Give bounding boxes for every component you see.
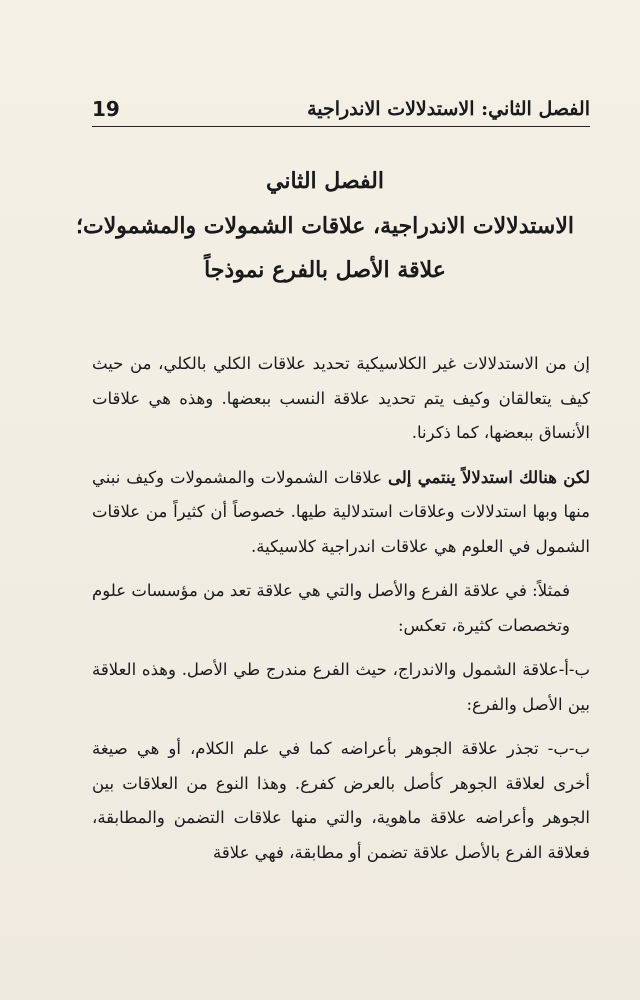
- page-number: 19: [92, 97, 120, 121]
- paragraph-inclusion: [92, 461, 590, 565]
- paragraph-text: ب-أ-علاقة الشمول والاندراج، حيث الفرع مندرج طي الأصل. وهذه العلاقة بين الأصل والفرع:: [92, 660, 590, 714]
- page-header: [92, 92, 590, 127]
- paragraph-intro: [92, 347, 590, 451]
- paragraph-example: [92, 574, 590, 643]
- running-title: الفصل الثاني: الاستدلالات الاندراجية: [307, 98, 590, 120]
- chapter-title: الاستدلالات الاندراجية، علاقات الشمولات والمشمولات؛: [75, 213, 574, 239]
- paragraph-text: ب-ب- تجذر علاقة الجوهر بأعراضه كما في علم الكلام، أو هي صيغة أخرى لعلاقة الجوهر كأصل بالعرض كفرع. وهذا النوع من العلاقات بين الجوهر وأعراضه علاقة ماهوية، والتي منها علاقات التضمن والمطابقة، فعلاقة الفرع بالأصل علاقة تضمن أو مطابقة، فهي علاقة: [92, 739, 590, 862]
- chapter-subtitle: علاقة الأصل بالفرع نموذجاً: [204, 257, 446, 283]
- paragraph-text: علاقات الشمولات والمشمولات وكيف نبني منها وبها استدلالات وعلاقات استدلالية طيها. خصوصاً أن كثيراً من علاقات الشمول في العلوم هي علاقات اندراجية كلاسيكية.: [92, 467, 590, 556]
- paragraph-item-b: [92, 732, 590, 870]
- chapter-label: الفصل الثاني: [266, 168, 384, 194]
- paragraph-bold-lead: لكن هنالك استدلالاً ينتمي إلى: [388, 467, 590, 487]
- paragraph-text: إن من الاستدلالات غير الكلاسيكية تحديد علاقات الكلي بالكلي، من حيث كيف يتعالقان وكيف يتم تحديد علاقة النسب ببعضها. وهذه هي علاقات الأنساق ببعضها، كما ذكرنا.: [92, 354, 590, 442]
- paragraph-item-a: [92, 653, 590, 722]
- paragraph-text: فمثلاً: في علاقة الفرع والأصل والتي هي علاقة تعد من مؤسسات علوم وتخصصات كثيرة، تعكس:: [92, 581, 570, 635]
- body-text: [92, 347, 590, 870]
